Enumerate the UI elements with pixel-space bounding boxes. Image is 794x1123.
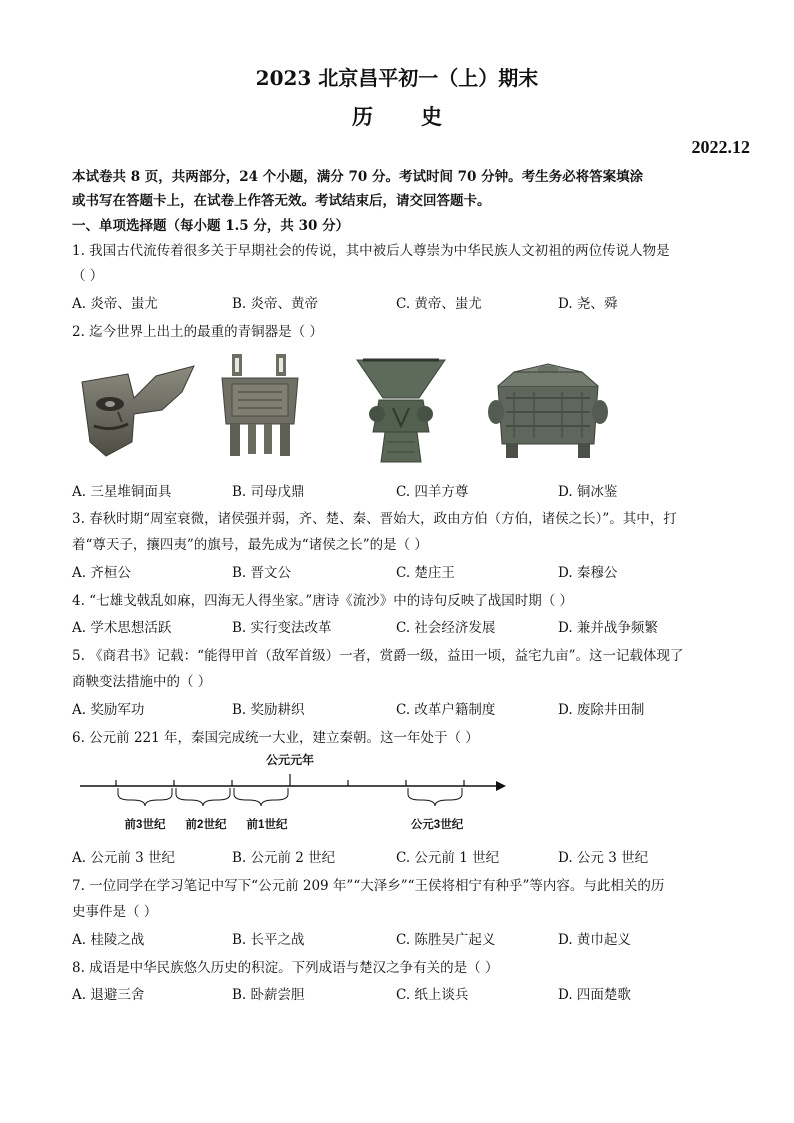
intro-line-1: 本试卷共 8 页，共两部分，24 个小题，满分 70 分。考试时间 70 分钟。考生务必将答案填涂 xyxy=(72,169,644,185)
question-2-option-a: A. 三星堆铜面具 xyxy=(72,484,172,500)
question-3-option-a: A. 齐桓公 xyxy=(72,565,131,581)
subject-heading xyxy=(0,101,794,131)
question-2-option-c: C. 四羊方尊 xyxy=(396,484,469,500)
question-6-option-c: C. 公元前 1 世纪 xyxy=(396,850,500,866)
question-6-option-a: A. 公元前 3 世纪 xyxy=(72,850,176,866)
question-6-option-b: B. 公元前 2 世纪 xyxy=(232,850,336,866)
timeline-label-ad1: 公元元年 xyxy=(265,753,315,767)
question-1-option-d: D. 尧、舜 xyxy=(558,296,618,312)
four-ram-zun-image xyxy=(355,356,447,466)
question-5-stem-2: 商鞅变法措施中的（ ） xyxy=(72,674,212,690)
question-1-option-a: A. 炎帝、蚩尤 xyxy=(72,296,158,312)
question-7-stem-2: 史事件是（ ） xyxy=(72,904,158,920)
question-5-stem-1: 5. 《商君书》记载：“能得甲首（敌军首级）一者，赏爵一级，益田一顷，益宅九亩”。这一记载体现了 xyxy=(72,648,684,664)
question-8-option-c: C. 纸上谈兵 xyxy=(396,987,469,1003)
question-4-option-c: C. 社会经济发展 xyxy=(396,620,496,636)
question-7-stem-1: 7. 一位同学在学习笔记中写下“公元前 209 年”“大泽乡”“王侯将相宁有种乎”等内容。与此相关的历 xyxy=(72,878,665,894)
question-4-stem-1: 4. “七雄戈戟乱如麻，四海无人得坐家。”唐诗《流沙》中的诗句反映了战国时期（ ） xyxy=(72,593,574,609)
timeline-label-2bc: 前2世纪 xyxy=(185,819,227,831)
question-2-stem-1: 2. 迄今世界上出土的最重的青铜器是（ ） xyxy=(72,324,323,340)
subject-char-2: 史 xyxy=(421,104,442,129)
question-4-option-d: D. 兼并战争频繁 xyxy=(558,620,658,636)
question-3-option-d: D. 秦穆公 xyxy=(558,565,618,581)
exam-date: 2022.12 xyxy=(691,137,750,157)
question-1-stem-1: 1. 我国古代流传着很多关于早期社会的传说，其中被后人尊崇为中华民族人文初祖的两位传说人物是 xyxy=(72,243,670,259)
question-7-option-d: D. 黄巾起义 xyxy=(558,932,631,948)
question-1-stem-2: （ ） xyxy=(72,268,104,284)
question-8-option-b: B. 卧薪尝胆 xyxy=(232,987,305,1003)
question-5-option-d: D. 废除井田制 xyxy=(558,702,645,718)
question-4-option-a: A. 学术思想活跃 xyxy=(72,620,172,636)
question-8-option-a: A. 退避三舍 xyxy=(72,987,145,1003)
question-3-stem-1: 3. 春秋时期“周室衰微，诸侯强并弱，齐、楚、秦、晋始大，政由方伯（方伯，诸侯之长）”。其中，打 xyxy=(72,511,677,527)
question-8-option-d: D. 四面楚歌 xyxy=(558,987,631,1003)
question-2-option-d: D. 铜冰鉴 xyxy=(558,484,618,500)
intro-line-2: 或书写在答题卡上，在试卷上作答无效。考试结束后，请交回答题卡。 xyxy=(72,193,491,209)
timeline-label-1bc: 前1世纪 xyxy=(246,819,288,831)
question-3-stem-2: 着“尊天子，攘四夷”的旗号，最先成为“诸侯之长”的是（ ） xyxy=(72,537,428,553)
question-5-option-c: C. 改革户籍制度 xyxy=(396,702,496,718)
question-8-stem-1: 8. 成语是中华民族悠久历史的积淀。下列成语与楚汉之争有关的是（ ） xyxy=(72,960,499,976)
question-1-option-b: B. 炎帝、黄帝 xyxy=(232,296,319,312)
bronze-mask-image xyxy=(72,362,200,460)
timeline-label-3bc: 前3世纪 xyxy=(124,819,166,831)
simuwu-ding-image xyxy=(218,352,302,460)
question-2-option-b: B. 司母戊鼎 xyxy=(232,484,305,500)
question-3-option-b: B. 晋文公 xyxy=(232,565,292,581)
question-4-option-b: B. 实行变法改革 xyxy=(232,620,332,636)
question-5-option-b: B. 奖励耕织 xyxy=(232,702,305,718)
question-7-option-a: A. 桂陵之战 xyxy=(72,932,145,948)
question-6-option-d: D. 公元 3 世纪 xyxy=(558,850,649,866)
subject-char-1: 历 xyxy=(352,104,373,129)
question-7-option-b: B. 长平之战 xyxy=(232,932,305,948)
timeline-label-3ad: 公元3世纪 xyxy=(410,819,464,831)
page-title: 2023 北京昌平初一（上）期末 xyxy=(255,66,539,90)
timeline-diagram xyxy=(72,750,512,840)
question-7-option-c: C. 陈胜吴广起义 xyxy=(396,932,496,948)
question-5-option-a: A. 奖励军功 xyxy=(72,702,145,718)
section-heading: 一、单项选择题（每小题 1.5 分，共 30 分） xyxy=(72,218,350,234)
question-1-option-c: C. 黄帝、蚩尤 xyxy=(396,296,482,312)
bronze-ice-jian-image xyxy=(484,362,612,462)
question-3-option-c: C. 楚庄王 xyxy=(396,565,455,581)
question-6-stem-1: 6. 公元前 221 年，秦国完成统一大业，建立秦朝。这一年处于（ ） xyxy=(72,730,479,746)
